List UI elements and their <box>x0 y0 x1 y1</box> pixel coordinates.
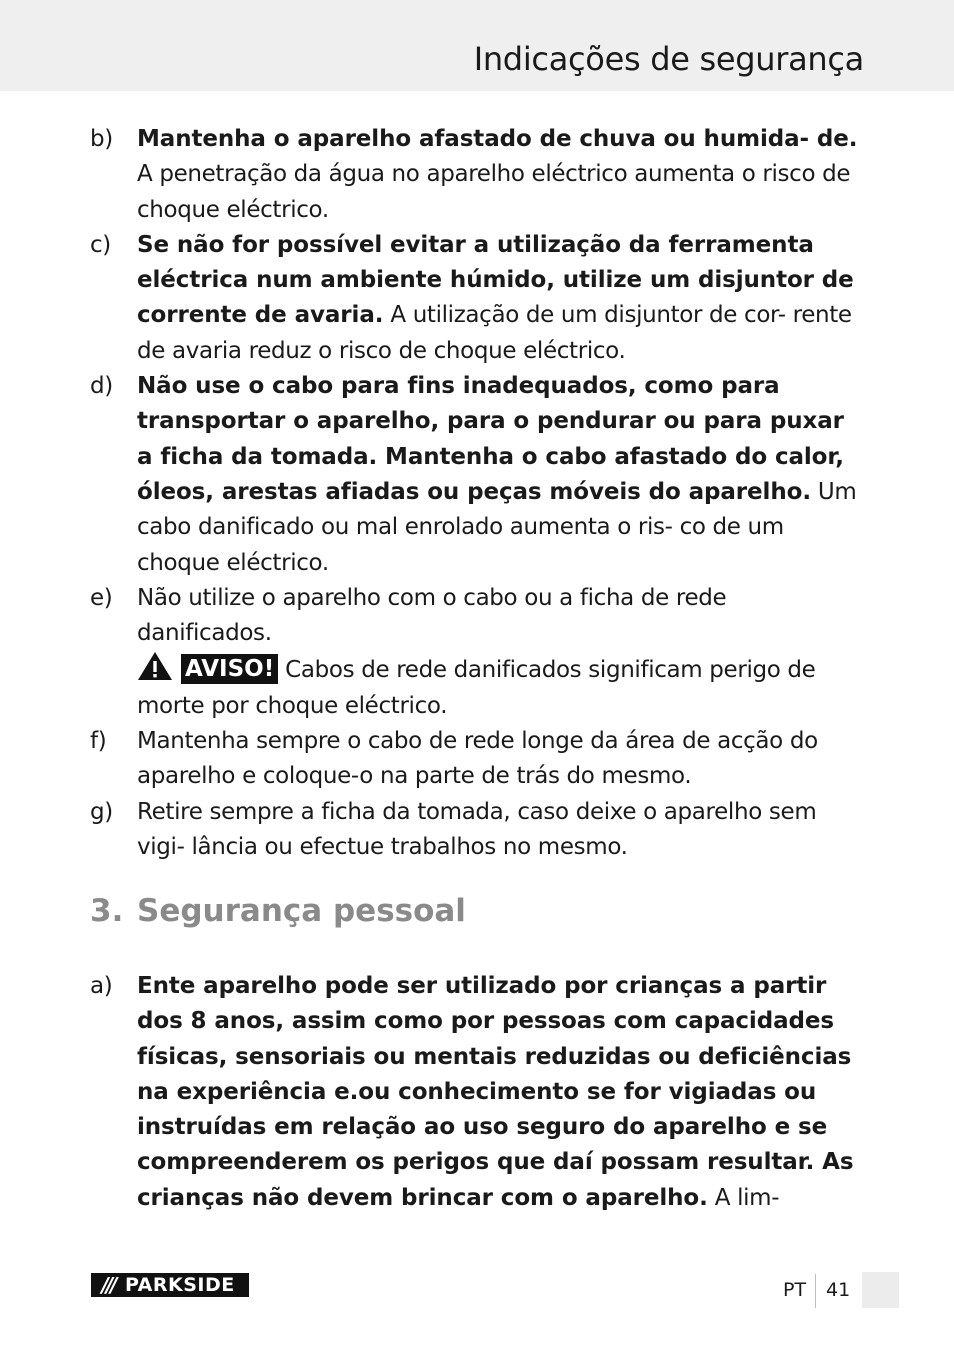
item-text: Um cabo danificado ou mal enrolado aumenta o ris- co de um choque eléctrico. <box>137 478 857 576</box>
logo-text: PARKSIDE <box>125 1274 235 1296</box>
list-item <box>90 969 866 1216</box>
item-text: A utilização de um disjuntor de cor- rente de avaria reduz o risco de choque eléctrico. <box>137 302 852 364</box>
item-text: A lim- <box>707 1184 780 1211</box>
item-label: e) <box>90 584 113 611</box>
section-title: Segurança pessoal <box>137 893 466 929</box>
item-label: g) <box>90 798 113 825</box>
list-item <box>90 795 866 866</box>
footer-box <box>862 1272 899 1308</box>
item-bold: Mantenha o aparelho afastado de chuva ou humida- de. <box>137 126 858 152</box>
footer-divider <box>815 1274 816 1308</box>
item-label: c) <box>90 231 111 258</box>
item-label: b) <box>90 126 113 152</box>
list-item <box>90 724 866 795</box>
item-label: f) <box>90 728 107 755</box>
warning-badge: AVISO! <box>181 654 278 684</box>
item-text: A penetração da água no aparelho eléctrico aumenta o risco de choque eléctrico. <box>137 161 851 223</box>
language-code: PT <box>783 1279 807 1301</box>
item-text: Mantenha sempre o cabo de rede longe da área de acção do aparelho e coloque-o na parte de trás do mesmo. <box>137 728 818 790</box>
item-text: Retire sempre a ficha da tomada, caso deixe o aparelho sem vigi- lância ou efectue trabalhos no mesmo. <box>137 798 817 860</box>
item-label: a) <box>90 973 113 999</box>
warning-triangle-icon <box>137 651 173 681</box>
item-bold: Se não for possível evitar a utilização da ferramenta eléctrica num ambiente húmido, utilize um disjuntor de corrente de avaria. <box>137 231 854 329</box>
section-heading <box>90 893 466 929</box>
page-number: 41 <box>826 1279 851 1301</box>
content-section <box>90 969 866 1216</box>
item-label: d) <box>90 373 113 400</box>
item-bold: Não use o cabo para fins inadequados, como para transportar o aparelho, para o pendurar ou para puxar a ficha da tomada. Mantenha o cabo afastado do calor, óleos, arestas afiadas ou peças móveis do aparelho. <box>137 373 844 505</box>
logo-stripes: /// <box>101 1273 115 1297</box>
list-item <box>90 122 866 228</box>
brand-logo <box>91 1273 249 1297</box>
section-number: 3. <box>90 893 124 929</box>
warning-text: Cabos de rede danificados significam perigo de morte por choque eléctrico. <box>137 657 816 719</box>
list-item <box>90 228 866 369</box>
item-text: Não utilize o aparelho com o cabo ou a ficha de rede danificados. <box>137 584 727 647</box>
page-title: Indicações de segurança <box>473 40 864 78</box>
content-top <box>90 122 866 865</box>
item-bold: Ente aparelho pode ser utilizado por crianças a partir dos 8 anos, assim como por pessoas com capacidades físicas, sensoriais ou mentais reduzidas ou deficiências na experiência e.ou conhecimento se for vigiadas ou instruídas em relação ao uso seguro do aparelho e se compreenderem os perigos que daí possam resultar. As crianças não devem brincar com o aparelho. <box>137 973 854 1211</box>
list-item <box>90 369 866 581</box>
list-item <box>90 581 866 724</box>
